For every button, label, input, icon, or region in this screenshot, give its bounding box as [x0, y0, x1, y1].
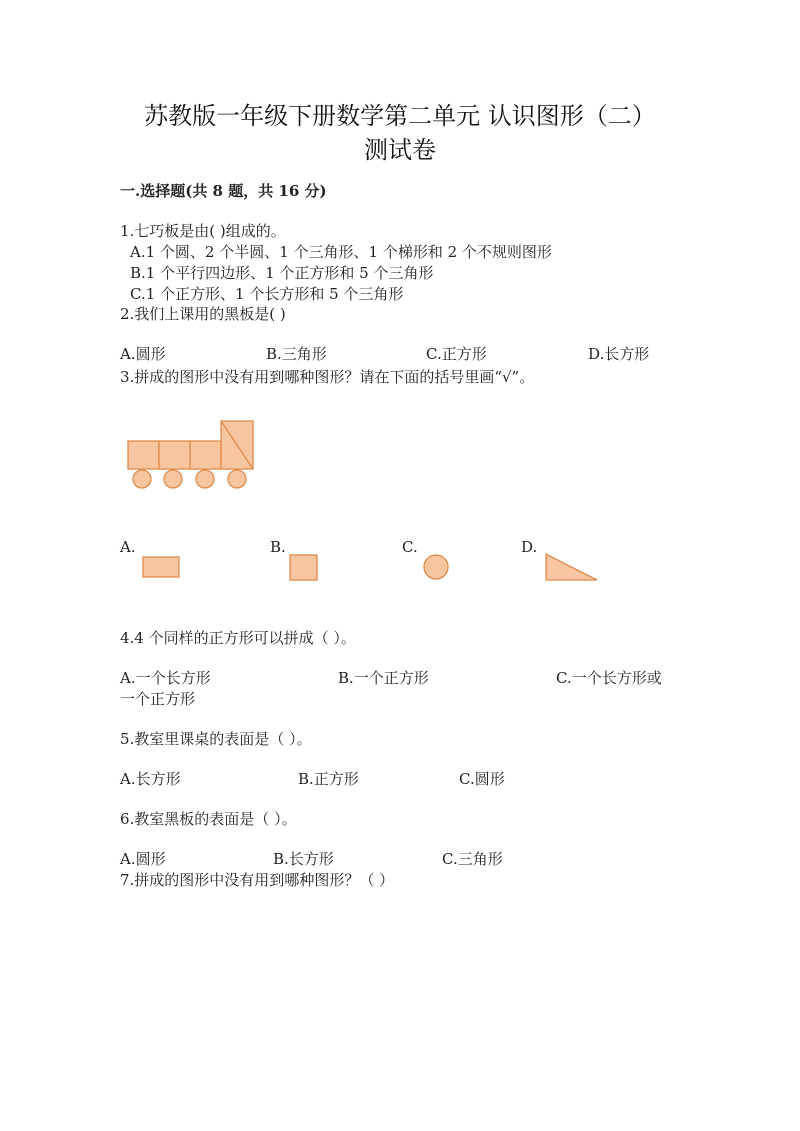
circle-shape [422, 553, 450, 581]
truck-square-1 [128, 441, 159, 469]
rectangle-shape [142, 556, 182, 580]
question-4-stem: 4.4 个同样的正方形可以拼成（ ）。 [120, 629, 356, 647]
question-6-option-b: B.长方形 [273, 850, 334, 868]
question-4-option-c-continued: 一个正方形 [120, 690, 196, 708]
question-7-stem: 7.拼成的图形中没有用到哪种图形？（ ） [120, 871, 395, 889]
question-6-stem: 6.教室黑板的表面是（ ）。 [120, 810, 297, 828]
page-title: 苏教版一年级下册数学第二单元 认识图形（二） [144, 102, 656, 130]
question-3-option-b: B. [270, 538, 286, 556]
truck-square-2 [159, 441, 190, 469]
question-5-option-a: A.长方形 [120, 770, 181, 788]
question-1-option-b: B.1 个平行四边形、1 个正方形和 5 个三角形 [130, 264, 434, 282]
question-5-option-b: B.正方形 [298, 770, 359, 788]
section-heading: 一.选择题(共 8 题，共 16 分) [120, 182, 327, 200]
question-3-option-c: C. [402, 538, 418, 556]
question-5-stem: 5.教室里课桌的表面是（ ）。 [120, 730, 312, 748]
question-6-option-a: A.圆形 [120, 850, 166, 868]
page-title-line2: 测试卷 [364, 136, 436, 164]
square-shape [289, 554, 319, 582]
truck-wheel-1 [133, 470, 151, 488]
question-2-option-b: B.三角形 [266, 345, 327, 363]
question-3-stem: 3.拼成的图形中没有用到哪种图形？请在下面的括号里画“√”。 [120, 368, 535, 386]
question-3-option-d: D. [521, 538, 538, 556]
question-4-option-c: C.一个长方形或 [556, 669, 662, 687]
truck-wheel-2 [164, 470, 182, 488]
question-4-option-a: A.一个长方形 [120, 669, 211, 687]
question-2-stem: 2.我们上课用的黑板是( ) [120, 305, 286, 323]
question-6-option-c: C.三角形 [442, 850, 503, 868]
question-1-stem: 1.七巧板是由( )组成的。 [120, 222, 286, 240]
question-2-option-c: C.正方形 [426, 345, 487, 363]
question-3-option-a: A. [120, 538, 136, 556]
truck-wheel-3 [196, 470, 214, 488]
truck-square-3 [190, 441, 221, 469]
triangle-shape [544, 552, 600, 584]
question-2-option-a: A.圆形 [120, 345, 166, 363]
question-1-option-c: C.1 个正方形、1 个长方形和 5 个三角形 [130, 285, 404, 303]
truck-figure [120, 412, 265, 494]
truck-wheel-4 [228, 470, 246, 488]
question-1-option-a: A.1 个圆、2 个半圆、1 个三角形、1 个梯形和 2 个不规则图形 [130, 243, 552, 261]
question-5-option-c: C.圆形 [459, 770, 505, 788]
question-2-option-d: D.长方形 [588, 345, 650, 363]
question-4-option-b: B.一个正方形 [338, 669, 429, 687]
